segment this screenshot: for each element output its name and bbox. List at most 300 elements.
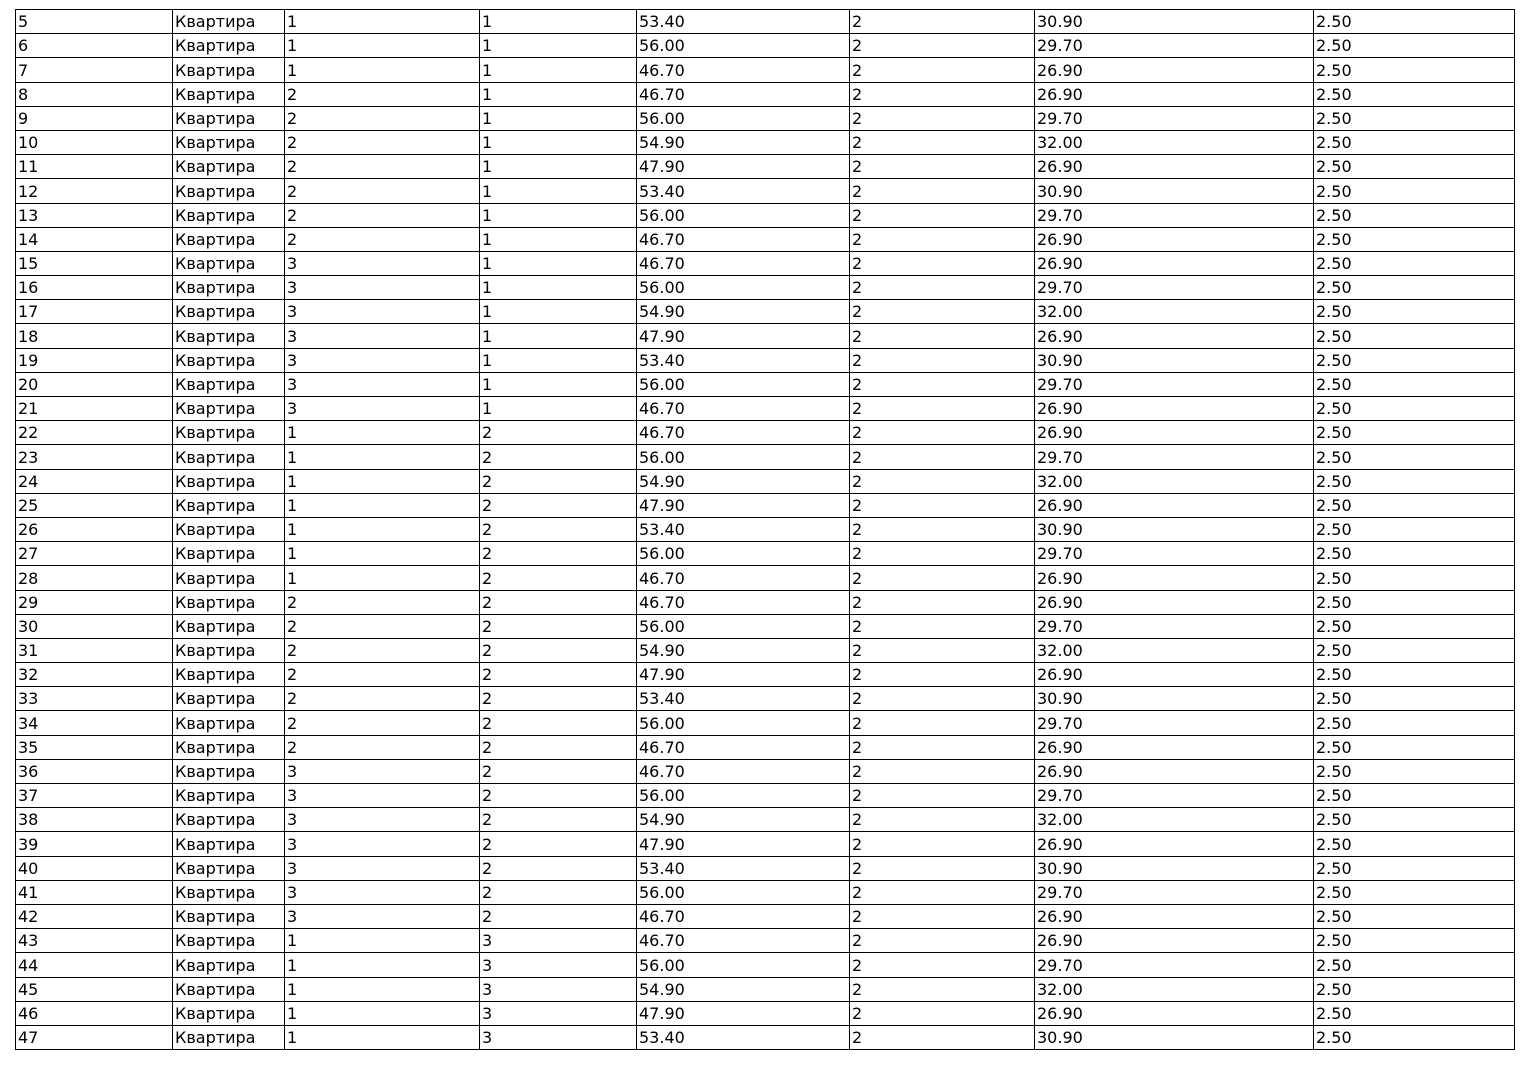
cell-number: 43 <box>16 929 173 953</box>
cell-ceiling-height: 2.50 <box>1314 155 1515 179</box>
cell-area: 46.70 <box>637 566 850 590</box>
cell-section: 1 <box>285 34 480 58</box>
cell-area: 53.40 <box>637 10 850 34</box>
cell-type: Квартира <box>173 566 285 590</box>
cell-number: 11 <box>16 155 173 179</box>
cell-ceiling-height: 2.50 <box>1314 711 1515 735</box>
cell-ceiling-height: 2.50 <box>1314 735 1515 759</box>
cell-ceiling-height: 2.50 <box>1314 929 1515 953</box>
cell-ceiling-height: 2.50 <box>1314 953 1515 977</box>
cell-number: 40 <box>16 856 173 880</box>
cell-living-area: 32.00 <box>1035 130 1314 154</box>
table-row <box>16 493 1515 517</box>
cell-living-area: 30.90 <box>1035 517 1314 541</box>
cell-living-area: 29.70 <box>1035 276 1314 300</box>
cell-living-area: 26.90 <box>1035 397 1314 421</box>
cell-living-area: 26.90 <box>1035 759 1314 783</box>
cell-type: Квартира <box>173 493 285 517</box>
cell-area: 54.90 <box>637 977 850 1001</box>
cell-area: 56.00 <box>637 880 850 904</box>
cell-section: 2 <box>285 227 480 251</box>
cell-rooms: 2 <box>850 687 1035 711</box>
cell-floor: 1 <box>480 276 637 300</box>
cell-type: Квартира <box>173 372 285 396</box>
cell-section: 1 <box>285 929 480 953</box>
cell-area: 56.00 <box>637 784 850 808</box>
cell-number: 42 <box>16 904 173 928</box>
cell-living-area: 26.90 <box>1035 82 1314 106</box>
table-row <box>16 58 1515 82</box>
cell-living-area: 32.00 <box>1035 300 1314 324</box>
cell-floor: 1 <box>480 106 637 130</box>
cell-rooms: 2 <box>850 324 1035 348</box>
cell-section: 3 <box>285 300 480 324</box>
cell-ceiling-height: 2.50 <box>1314 300 1515 324</box>
cell-area: 47.90 <box>637 832 850 856</box>
cell-section: 2 <box>285 638 480 662</box>
table-row <box>16 542 1515 566</box>
cell-living-area: 26.90 <box>1035 421 1314 445</box>
cell-area: 53.40 <box>637 348 850 372</box>
cell-type: Квартира <box>173 397 285 421</box>
cell-floor: 2 <box>480 687 637 711</box>
cell-area: 56.00 <box>637 953 850 977</box>
cell-number: 19 <box>16 348 173 372</box>
cell-rooms: 2 <box>850 34 1035 58</box>
cell-area: 56.00 <box>637 276 850 300</box>
cell-section: 3 <box>285 276 480 300</box>
cell-living-area: 26.90 <box>1035 904 1314 928</box>
cell-section: 1 <box>285 469 480 493</box>
cell-rooms: 2 <box>850 856 1035 880</box>
cell-ceiling-height: 2.50 <box>1314 324 1515 348</box>
cell-floor: 1 <box>480 397 637 421</box>
cell-area: 46.70 <box>637 251 850 275</box>
table-row <box>16 469 1515 493</box>
cell-type: Квартира <box>173 977 285 1001</box>
cell-floor: 2 <box>480 493 637 517</box>
cell-section: 3 <box>285 784 480 808</box>
cell-area: 54.90 <box>637 130 850 154</box>
cell-living-area: 29.70 <box>1035 445 1314 469</box>
cell-area: 46.70 <box>637 904 850 928</box>
cell-ceiling-height: 2.50 <box>1314 130 1515 154</box>
cell-section: 3 <box>285 832 480 856</box>
cell-floor: 1 <box>480 348 637 372</box>
cell-rooms: 2 <box>850 711 1035 735</box>
cell-number: 25 <box>16 493 173 517</box>
cell-area: 46.70 <box>637 759 850 783</box>
cell-area: 54.90 <box>637 808 850 832</box>
cell-section: 1 <box>285 977 480 1001</box>
cell-rooms: 2 <box>850 880 1035 904</box>
cell-type: Квартира <box>173 251 285 275</box>
cell-living-area: 26.90 <box>1035 735 1314 759</box>
cell-floor: 1 <box>480 203 637 227</box>
cell-type: Квартира <box>173 1025 285 1049</box>
cell-rooms: 2 <box>850 638 1035 662</box>
table-row <box>16 1025 1515 1049</box>
cell-number: 37 <box>16 784 173 808</box>
cell-type: Квартира <box>173 10 285 34</box>
cell-ceiling-height: 2.50 <box>1314 106 1515 130</box>
cell-floor: 2 <box>480 808 637 832</box>
cell-section: 1 <box>285 953 480 977</box>
table-row <box>16 445 1515 469</box>
cell-ceiling-height: 2.50 <box>1314 638 1515 662</box>
cell-ceiling-height: 2.50 <box>1314 372 1515 396</box>
cell-type: Квартира <box>173 469 285 493</box>
cell-floor: 2 <box>480 469 637 493</box>
table-row <box>16 856 1515 880</box>
cell-ceiling-height: 2.50 <box>1314 58 1515 82</box>
cell-section: 3 <box>285 372 480 396</box>
cell-ceiling-height: 2.50 <box>1314 542 1515 566</box>
cell-living-area: 26.90 <box>1035 929 1314 953</box>
cell-floor: 1 <box>480 227 637 251</box>
table-row <box>16 929 1515 953</box>
cell-floor: 3 <box>480 1001 637 1025</box>
cell-living-area: 26.90 <box>1035 566 1314 590</box>
cell-living-area: 26.90 <box>1035 663 1314 687</box>
cell-area: 56.00 <box>637 614 850 638</box>
cell-number: 20 <box>16 372 173 396</box>
cell-rooms: 2 <box>850 784 1035 808</box>
table-row <box>16 276 1515 300</box>
cell-section: 3 <box>285 856 480 880</box>
cell-type: Квартира <box>173 179 285 203</box>
cell-number: 5 <box>16 10 173 34</box>
table-row <box>16 904 1515 928</box>
cell-rooms: 2 <box>850 155 1035 179</box>
cell-ceiling-height: 2.50 <box>1314 10 1515 34</box>
cell-number: 14 <box>16 227 173 251</box>
cell-floor: 2 <box>480 784 637 808</box>
cell-ceiling-height: 2.50 <box>1314 493 1515 517</box>
cell-rooms: 2 <box>850 58 1035 82</box>
table-row <box>16 10 1515 34</box>
table-row <box>16 179 1515 203</box>
table-row <box>16 227 1515 251</box>
cell-floor: 1 <box>480 34 637 58</box>
cell-floor: 2 <box>480 517 637 541</box>
cell-area: 53.40 <box>637 856 850 880</box>
table-body <box>16 10 1515 1050</box>
cell-area: 47.90 <box>637 493 850 517</box>
cell-number: 7 <box>16 58 173 82</box>
cell-living-area: 26.90 <box>1035 324 1314 348</box>
cell-ceiling-height: 2.50 <box>1314 203 1515 227</box>
cell-section: 3 <box>285 808 480 832</box>
cell-rooms: 2 <box>850 904 1035 928</box>
cell-type: Квартира <box>173 614 285 638</box>
cell-ceiling-height: 2.50 <box>1314 663 1515 687</box>
table-row <box>16 759 1515 783</box>
cell-floor: 1 <box>480 82 637 106</box>
table-row <box>16 638 1515 662</box>
cell-number: 36 <box>16 759 173 783</box>
cell-rooms: 2 <box>850 808 1035 832</box>
cell-ceiling-height: 2.50 <box>1314 784 1515 808</box>
cell-area: 46.70 <box>637 735 850 759</box>
cell-type: Квартира <box>173 106 285 130</box>
cell-ceiling-height: 2.50 <box>1314 856 1515 880</box>
cell-living-area: 29.70 <box>1035 953 1314 977</box>
cell-area: 47.90 <box>637 324 850 348</box>
table-row <box>16 348 1515 372</box>
cell-rooms: 2 <box>850 130 1035 154</box>
cell-living-area: 26.90 <box>1035 155 1314 179</box>
cell-rooms: 2 <box>850 517 1035 541</box>
cell-ceiling-height: 2.50 <box>1314 808 1515 832</box>
cell-floor: 1 <box>480 324 637 348</box>
cell-floor: 2 <box>480 711 637 735</box>
cell-ceiling-height: 2.50 <box>1314 276 1515 300</box>
cell-number: 29 <box>16 590 173 614</box>
cell-floor: 1 <box>480 58 637 82</box>
cell-type: Квартира <box>173 227 285 251</box>
cell-section: 1 <box>285 517 480 541</box>
cell-number: 33 <box>16 687 173 711</box>
cell-section: 3 <box>285 348 480 372</box>
cell-living-area: 29.70 <box>1035 106 1314 130</box>
cell-area: 54.90 <box>637 469 850 493</box>
cell-rooms: 2 <box>850 469 1035 493</box>
cell-section: 2 <box>285 179 480 203</box>
cell-living-area: 30.90 <box>1035 179 1314 203</box>
cell-type: Квартира <box>173 348 285 372</box>
cell-ceiling-height: 2.50 <box>1314 1025 1515 1049</box>
cell-number: 6 <box>16 34 173 58</box>
cell-area: 56.00 <box>637 372 850 396</box>
cell-type: Квартира <box>173 34 285 58</box>
cell-floor: 2 <box>480 566 637 590</box>
cell-section: 3 <box>285 397 480 421</box>
table-row <box>16 711 1515 735</box>
cell-living-area: 29.70 <box>1035 542 1314 566</box>
cell-rooms: 2 <box>850 348 1035 372</box>
cell-number: 28 <box>16 566 173 590</box>
table-row <box>16 324 1515 348</box>
cell-number: 12 <box>16 179 173 203</box>
table-row <box>16 566 1515 590</box>
cell-ceiling-height: 2.50 <box>1314 977 1515 1001</box>
cell-floor: 1 <box>480 130 637 154</box>
cell-rooms: 2 <box>850 276 1035 300</box>
cell-floor: 2 <box>480 880 637 904</box>
cell-ceiling-height: 2.50 <box>1314 82 1515 106</box>
cell-type: Квартира <box>173 663 285 687</box>
cell-area: 53.40 <box>637 687 850 711</box>
cell-floor: 1 <box>480 300 637 324</box>
cell-type: Квартира <box>173 155 285 179</box>
cell-living-area: 26.90 <box>1035 251 1314 275</box>
cell-living-area: 29.70 <box>1035 372 1314 396</box>
cell-ceiling-height: 2.50 <box>1314 759 1515 783</box>
table-row <box>16 203 1515 227</box>
cell-number: 45 <box>16 977 173 1001</box>
cell-section: 1 <box>285 566 480 590</box>
cell-area: 46.70 <box>637 929 850 953</box>
cell-area: 54.90 <box>637 300 850 324</box>
cell-type: Квартира <box>173 904 285 928</box>
cell-floor: 3 <box>480 977 637 1001</box>
cell-type: Квартира <box>173 808 285 832</box>
cell-area: 53.40 <box>637 517 850 541</box>
cell-area: 56.00 <box>637 445 850 469</box>
cell-rooms: 2 <box>850 759 1035 783</box>
cell-rooms: 2 <box>850 614 1035 638</box>
cell-section: 1 <box>285 542 480 566</box>
apartments-table <box>15 9 1515 1050</box>
cell-floor: 2 <box>480 614 637 638</box>
cell-area: 56.00 <box>637 203 850 227</box>
cell-floor: 3 <box>480 953 637 977</box>
cell-section: 2 <box>285 203 480 227</box>
cell-rooms: 2 <box>850 663 1035 687</box>
cell-living-area: 29.70 <box>1035 34 1314 58</box>
cell-number: 22 <box>16 421 173 445</box>
cell-floor: 2 <box>480 590 637 614</box>
cell-floor: 1 <box>480 10 637 34</box>
table-row <box>16 590 1515 614</box>
cell-floor: 2 <box>480 445 637 469</box>
cell-number: 15 <box>16 251 173 275</box>
cell-floor: 2 <box>480 856 637 880</box>
cell-floor: 3 <box>480 929 637 953</box>
cell-area: 46.70 <box>637 421 850 445</box>
table-row <box>16 106 1515 130</box>
cell-number: 17 <box>16 300 173 324</box>
cell-floor: 2 <box>480 759 637 783</box>
cell-area: 47.90 <box>637 663 850 687</box>
cell-section: 3 <box>285 759 480 783</box>
cell-living-area: 26.90 <box>1035 58 1314 82</box>
cell-ceiling-height: 2.50 <box>1314 566 1515 590</box>
cell-living-area: 30.90 <box>1035 856 1314 880</box>
cell-floor: 2 <box>480 638 637 662</box>
cell-living-area: 30.90 <box>1035 687 1314 711</box>
table-row <box>16 130 1515 154</box>
cell-area: 47.90 <box>637 155 850 179</box>
cell-section: 2 <box>285 82 480 106</box>
cell-number: 26 <box>16 517 173 541</box>
cell-rooms: 2 <box>850 397 1035 421</box>
cell-ceiling-height: 2.50 <box>1314 227 1515 251</box>
cell-living-area: 29.70 <box>1035 784 1314 808</box>
cell-number: 23 <box>16 445 173 469</box>
cell-living-area: 26.90 <box>1035 832 1314 856</box>
table-row <box>16 880 1515 904</box>
cell-type: Квартира <box>173 82 285 106</box>
cell-number: 35 <box>16 735 173 759</box>
cell-floor: 2 <box>480 904 637 928</box>
cell-type: Квартира <box>173 542 285 566</box>
cell-number: 16 <box>16 276 173 300</box>
cell-area: 56.00 <box>637 542 850 566</box>
cell-type: Квартира <box>173 445 285 469</box>
cell-number: 41 <box>16 880 173 904</box>
cell-living-area: 30.90 <box>1035 348 1314 372</box>
cell-floor: 2 <box>480 542 637 566</box>
cell-type: Квартира <box>173 735 285 759</box>
cell-rooms: 2 <box>850 1001 1035 1025</box>
cell-area: 56.00 <box>637 106 850 130</box>
table-row <box>16 300 1515 324</box>
cell-type: Квартира <box>173 638 285 662</box>
cell-floor: 1 <box>480 251 637 275</box>
cell-floor: 1 <box>480 155 637 179</box>
cell-living-area: 26.90 <box>1035 1001 1314 1025</box>
cell-ceiling-height: 2.50 <box>1314 251 1515 275</box>
cell-rooms: 2 <box>850 421 1035 445</box>
cell-ceiling-height: 2.50 <box>1314 397 1515 421</box>
cell-type: Квартира <box>173 300 285 324</box>
cell-type: Квартира <box>173 759 285 783</box>
cell-floor: 2 <box>480 663 637 687</box>
cell-rooms: 2 <box>850 203 1035 227</box>
cell-ceiling-height: 2.50 <box>1314 469 1515 493</box>
cell-section: 3 <box>285 880 480 904</box>
cell-area: 46.70 <box>637 397 850 421</box>
cell-rooms: 2 <box>850 566 1035 590</box>
cell-living-area: 29.70 <box>1035 880 1314 904</box>
cell-rooms: 2 <box>850 179 1035 203</box>
cell-section: 1 <box>285 1001 480 1025</box>
cell-ceiling-height: 2.50 <box>1314 421 1515 445</box>
cell-number: 24 <box>16 469 173 493</box>
cell-type: Квартира <box>173 929 285 953</box>
table-row <box>16 517 1515 541</box>
table-row <box>16 735 1515 759</box>
cell-number: 32 <box>16 663 173 687</box>
cell-living-area: 30.90 <box>1035 1025 1314 1049</box>
cell-type: Квартира <box>173 58 285 82</box>
cell-type: Квартира <box>173 276 285 300</box>
cell-rooms: 2 <box>850 493 1035 517</box>
cell-rooms: 2 <box>850 953 1035 977</box>
cell-ceiling-height: 2.50 <box>1314 348 1515 372</box>
cell-type: Квартира <box>173 1001 285 1025</box>
table-row <box>16 614 1515 638</box>
cell-living-area: 26.90 <box>1035 590 1314 614</box>
cell-floor: 3 <box>480 1025 637 1049</box>
cell-section: 2 <box>285 590 480 614</box>
cell-number: 21 <box>16 397 173 421</box>
cell-type: Квартира <box>173 832 285 856</box>
cell-rooms: 2 <box>850 977 1035 1001</box>
cell-area: 46.70 <box>637 227 850 251</box>
cell-ceiling-height: 2.50 <box>1314 904 1515 928</box>
table-row <box>16 251 1515 275</box>
cell-rooms: 2 <box>850 542 1035 566</box>
cell-number: 27 <box>16 542 173 566</box>
cell-section: 1 <box>285 421 480 445</box>
cell-ceiling-height: 2.50 <box>1314 880 1515 904</box>
cell-area: 46.70 <box>637 590 850 614</box>
cell-section: 2 <box>285 106 480 130</box>
cell-section: 1 <box>285 445 480 469</box>
cell-ceiling-height: 2.50 <box>1314 34 1515 58</box>
table-row <box>16 953 1515 977</box>
cell-living-area: 29.70 <box>1035 711 1314 735</box>
cell-area: 53.40 <box>637 179 850 203</box>
cell-rooms: 2 <box>850 372 1035 396</box>
cell-living-area: 32.00 <box>1035 977 1314 1001</box>
cell-area: 46.70 <box>637 82 850 106</box>
cell-type: Квартира <box>173 130 285 154</box>
table-row <box>16 421 1515 445</box>
